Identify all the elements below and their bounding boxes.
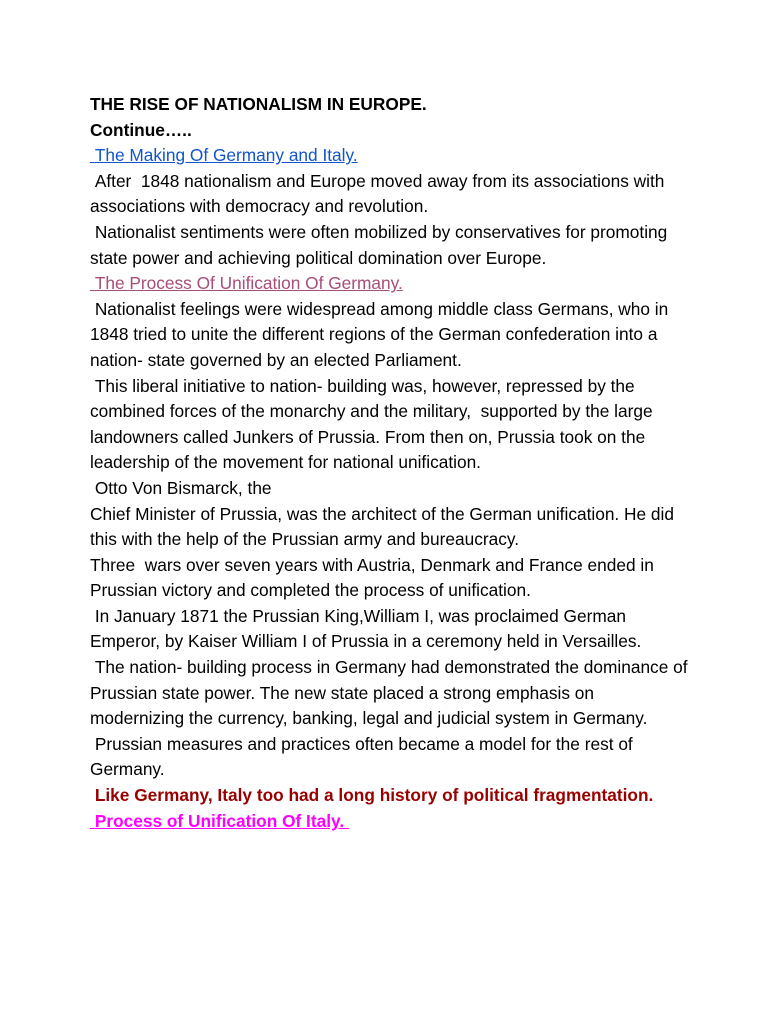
document-body	[90, 92, 693, 834]
heading-unification-germany-text: The Process Of Unification Of Germany.	[90, 273, 403, 294]
section-heading-germany-italy	[90, 143, 690, 169]
section-heading-unification-germany	[90, 271, 690, 297]
paragraph-liberal-initiative: This liberal initiative to nation- building was, however, repressed by the combined forces of the monarchy and the military, supported by the large landowners called Junkers of Prussia. From then on, Prussia took on the leadership of the movement for national unification.	[90, 375, 658, 473]
paragraph-conservatives: Nationalist sentiments were often mobilized by conservatives for promoting state power and achieving political domination over Europe.	[90, 221, 673, 268]
paragraph-three-wars: Three wars over seven years with Austria, Denmark and France ended in Prussian victory and completed the process of unification.	[90, 554, 659, 601]
paragraph-1871: In January 1871 the Prussian King,William I, was proclaimed German Emperor, by Kaiser William I of Prussia in a ceremony held in Versailles.	[90, 605, 642, 652]
document-title: THE RISE OF NATIONALISM IN EUROPE.	[90, 94, 427, 114]
section-heading-unification-italy	[90, 809, 690, 835]
heading-unification-italy-text: Process of Unification Of Italy.	[90, 810, 349, 831]
paragraph-1848: After 1848 nationalism and Europe moved away from its associations with associations with democracy and revolution.	[90, 170, 670, 217]
paragraph-middle-class: Nationalist feelings were widespread among middle class Germans, who in 1848 tried to unite the different regions of the German confederation into a nation- state governed by an elected Parliament.	[90, 298, 674, 370]
document-subtitle: Continue…..	[90, 119, 192, 140]
paragraph-bismarck-line-2: Chief Minister of Prussia, was the architect of the German unification. He did this with the help of the Prussian army and bureaucracy.	[90, 503, 679, 550]
paragraph-prussian-measures: Prussian measures and practices often became a model for the rest of Germany.	[90, 733, 638, 780]
paragraph-nation-building: The nation- building process in Germany had demonstrated the dominance of Prussian state power. The new state placed a strong emphasis on modernizing the currency, banking, legal and judicial system in Germany.	[90, 657, 693, 729]
highlight-italy-fragmentation: Like Germany, Italy too had a long history of political fragmentation.	[90, 785, 654, 806]
paragraph-bismarck-line-1: Otto Von Bismarck, the	[90, 477, 272, 498]
heading-germany-italy-text: The Making Of Germany and Italy.	[90, 145, 358, 166]
